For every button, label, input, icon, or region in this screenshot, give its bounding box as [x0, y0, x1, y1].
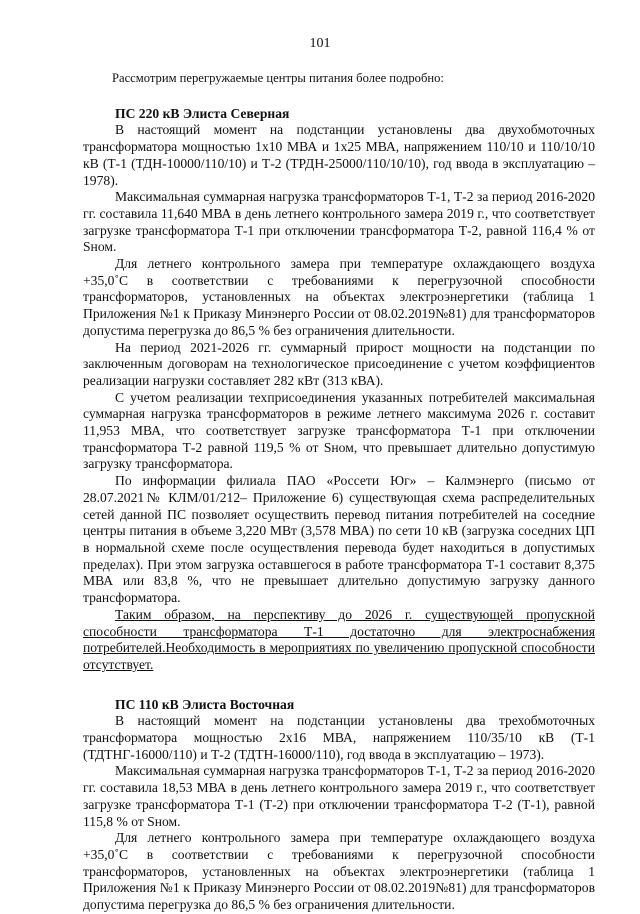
paragraph: Для летнего контрольного замера при температуре охлаждающего воздуха +35,0˚С в соответствии с требованиями к перегрузочной способности трансформаторов, установленных на объектах электроэнергетики (таблица 1 Приложения №1 к Приказу Минэнерго России от 08.02.2019№81) для трансформаторов допустима перегрузка до 86,5 % без ограничения длительности. — [83, 256, 595, 338]
section-elista-severnaya — [83, 106, 595, 674]
section-title: ПС 110 кВ Элиста Восточная — [115, 696, 295, 712]
paragraph: В настоящий момент на подстанции установлены два трехобмоточных трансформатора мощностью 2х16 МВА, напряжением 110/35/10 кВ (Т-1 (ТДТНГ-16000/110) и Т-2 (ТДТН-16000/110), год ввода в эксплуатацию – 1973). — [83, 713, 595, 762]
paragraph: В настоящий момент на подстанции установлены два двухобмоточных трансформатора мощностью 1х10 МВА и 1х25 МВА, напряжением 110/10 и 110/10/10 кВ (Т-1 (ТДН-10000/110/10) и Т-2 (ТРДН-25000/110/10/10), год ввода в эксплуатацию – 1978). — [83, 122, 595, 188]
paragraph: С учетом реализации техприсоединения указанных потребителей максимальная суммарная нагрузка трансформаторов в режиме летнего максимума 2026 г. составит 11,953 МВА, что соответствует загрузке трансформатора Т-1 при отключении трансформатора Т-2 равной 119,5 % от Sном, что превышает длительно допустимую загрузку трансформатора. — [83, 389, 595, 472]
conclusion-paragraph: Таким образом, на перспективу до 2026 г. существующей пропускной способности трансформатора Т-1 достаточно для электроснабжения потребителей.Необходимость в мероприятиях по увеличению пропускной способности отсутствует. — [83, 606, 595, 672]
page-number: 101 — [309, 36, 331, 51]
paragraph: На период 2021-2026 гг. суммарный прирост мощности на подстанции по заключенным договорам на технологическое присоединение с учетом коэффициентов реализации нагрузки составляет 282 кВт (313 кВА). — [83, 339, 595, 388]
paragraph: Максимальная суммарная нагрузка трансформаторов Т-1, Т-2 за период 2016-2020 гг. составила 11,640 МВА в день летнего контрольного замера 2019 г., что соответствует загрузке трансформатора Т-1 при отключении трансформатора Т-2, равной 116,4 % от Sном. — [83, 189, 595, 255]
intro-sentence: Рассмотрим перегружаемые центры питания более подробно: — [112, 71, 444, 85]
paragraph: Максимальная суммарная нагрузка трансформаторов Т-1, Т-2 за период 2016-2020 гг. составила 18,53 МВА в день летнего контрольного замера 2019 г., что соответствует загрузке трансформатора Т-1 (Т-2) при отключении трансформатора Т-2 (Т-1), равной 115,8 % от Sном. — [83, 763, 595, 829]
page-content — [83, 66, 595, 914]
paragraph: Для летнего контрольного замера при температуре охлаждающего воздуха +35,0˚С в соответствии с требованиями к перегрузочной способности трансформаторов, установленных на объектах электроэнергетики (таблица 1 Приложения №1 к Приказу Минэнерго России от 08.02.2019№81) для трансформаторов допустима перегрузка до 86,5 % без ограничения длительности. — [83, 830, 595, 913]
section-title: ПС 220 кВ Элиста Северная — [115, 105, 290, 121]
paragraph: По информации филиала ПАО «Россети Юг» – Калмэнерго (письмо от 28.07.2021№ КЛМ/01/212– Приложение 6) существующая схема распределительных сетей данной ПС позволяет осуществить перевод питания потребителей на соседние центры питания в объеме 3,220 МВт (3,578 МВА) по сети 10 кВ (загрузка соседних ЦП в нормальной схеме после осуществления перевода будет находиться в допустимых пределах). При этом загрузка оставшегося в работе трансформатора Т-1 составит 8,375 МВА или 83,8 %, что не превышает длительно допустимую загрузку данного трансформатора. — [83, 473, 595, 606]
section-elista-vostochnaya — [83, 697, 595, 914]
